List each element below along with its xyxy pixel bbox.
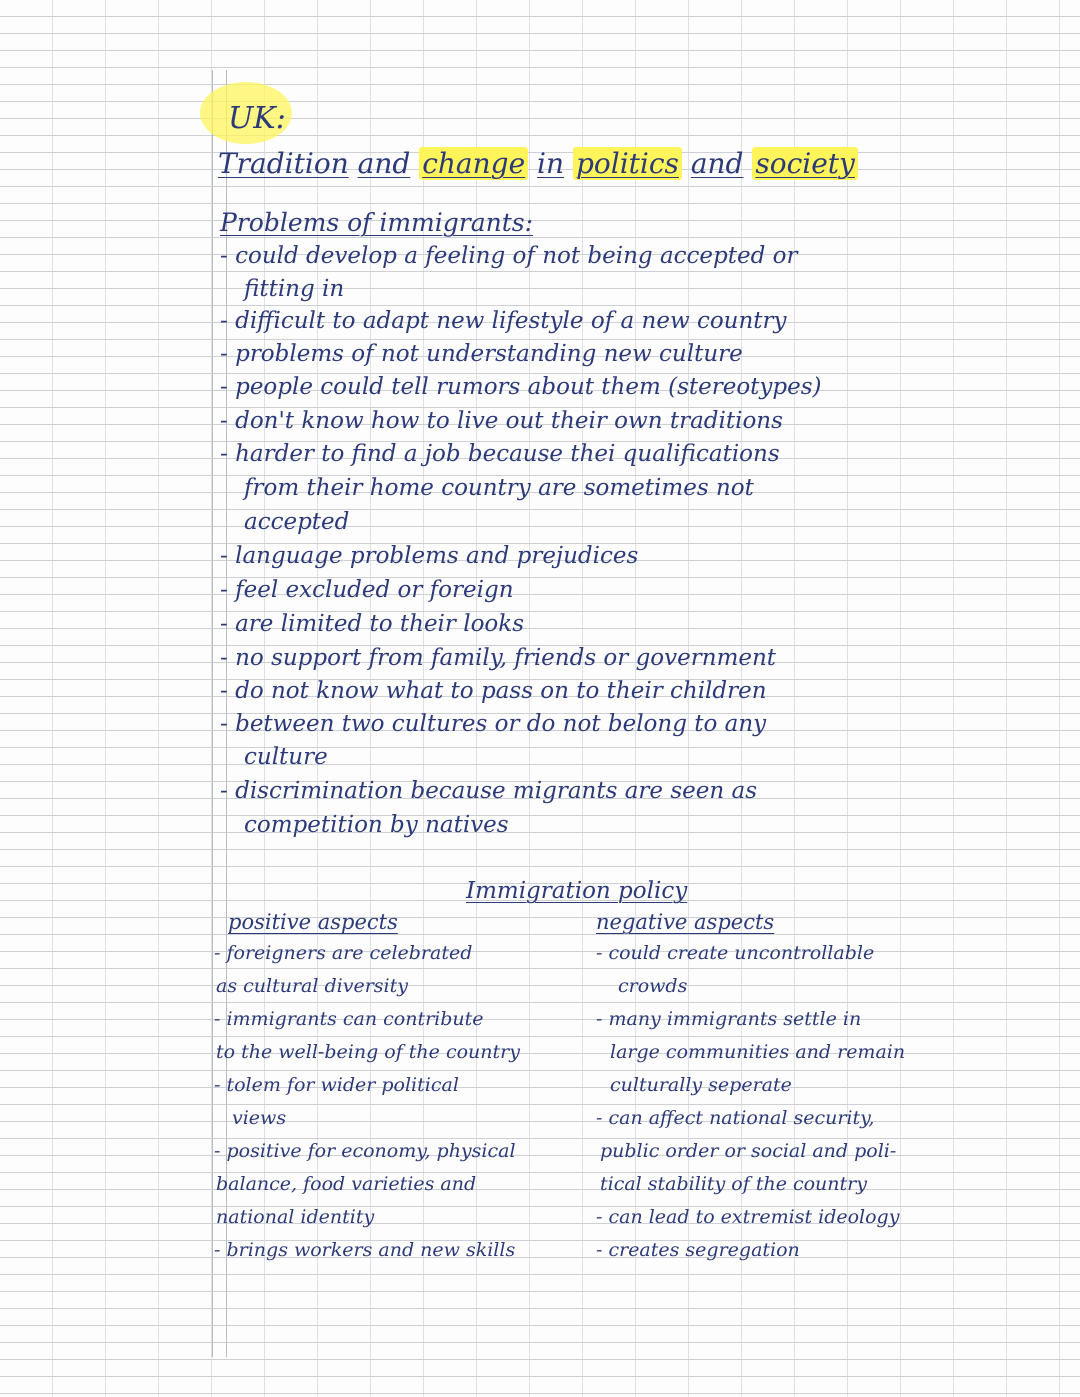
negative-line: - creates segregation xyxy=(596,1241,800,1260)
problem-line: fitting in xyxy=(244,276,345,302)
negative-line: - many immigrants settle in xyxy=(596,1010,861,1029)
positive-line: balance, food varieties and xyxy=(216,1173,477,1195)
problem-line: - do not know what to pass on to their children xyxy=(220,680,767,703)
positive-line: views xyxy=(232,1107,287,1129)
problem-line: - could develop a feeling of not being accepted or xyxy=(220,245,797,268)
problem-line: - are limited to their looks xyxy=(220,613,524,636)
problem-line: - language problems and prejudices xyxy=(220,545,638,568)
problem-line: competition by natives xyxy=(244,812,509,838)
problem-line: accepted xyxy=(244,509,350,535)
title-word: and xyxy=(357,147,411,180)
title-word-highlighted: politics xyxy=(573,147,682,180)
negative-heading: negative aspects xyxy=(596,910,775,934)
problem-line: - difficult to adapt new lifestyle of a new country xyxy=(220,310,787,333)
policy-heading: Immigration policy xyxy=(466,878,688,904)
problem-line: from their home country are sometimes not xyxy=(244,475,754,501)
positive-line: national identity xyxy=(216,1206,375,1228)
problem-line: - problems of not understanding new culture xyxy=(220,343,743,366)
problem-line: - between two cultures or do not belong to any xyxy=(220,713,766,736)
negative-line: - could create uncontrollable xyxy=(596,944,874,963)
positive-line: - foreigners are celebrated xyxy=(214,944,472,963)
problem-line: - people could tell rumors about them (stereotypes) xyxy=(220,376,822,399)
page-title xyxy=(218,147,858,180)
problem-line: - no support from family, friends or government xyxy=(220,647,776,670)
country-label: UK: xyxy=(228,101,286,136)
positive-line: - tolem for wider political xyxy=(214,1076,459,1095)
title-word-highlighted: change xyxy=(419,147,528,180)
negative-line: culturally seperate xyxy=(610,1074,792,1096)
negative-line: crowds xyxy=(618,975,688,997)
positive-line: to the well-being of the country xyxy=(216,1041,520,1063)
negative-line: public order or social and poli- xyxy=(600,1140,897,1162)
problem-line: - harder to find a job because thei qualifications xyxy=(220,443,780,466)
problems-heading: Problems of immigrants: xyxy=(220,208,534,237)
problem-line: - feel excluded or foreign xyxy=(220,579,514,602)
problem-line: culture xyxy=(244,744,328,770)
positive-line: - immigrants can contribute xyxy=(214,1010,484,1029)
positive-heading: positive aspects xyxy=(228,910,398,934)
positive-line: - positive for economy, physical xyxy=(214,1142,516,1161)
negative-line: - can affect national security, xyxy=(596,1109,874,1128)
positive-line: as cultural diversity xyxy=(216,975,408,997)
title-word: in xyxy=(537,147,565,180)
margin-line xyxy=(212,70,213,1357)
problem-line: - don't know how to live out their own traditions xyxy=(220,410,783,433)
positive-line: - brings workers and new skills xyxy=(214,1241,515,1260)
negative-line: large communities and remain xyxy=(610,1041,906,1063)
problem-line: - discrimination because migrants are seen as xyxy=(220,780,757,803)
title-word: Tradition xyxy=(218,147,349,180)
title-word: and xyxy=(690,147,744,180)
title-word-highlighted: society xyxy=(752,147,858,180)
negative-line: tical stability of the country xyxy=(600,1173,867,1195)
negative-line: - can lead to extremist ideology xyxy=(596,1208,899,1227)
